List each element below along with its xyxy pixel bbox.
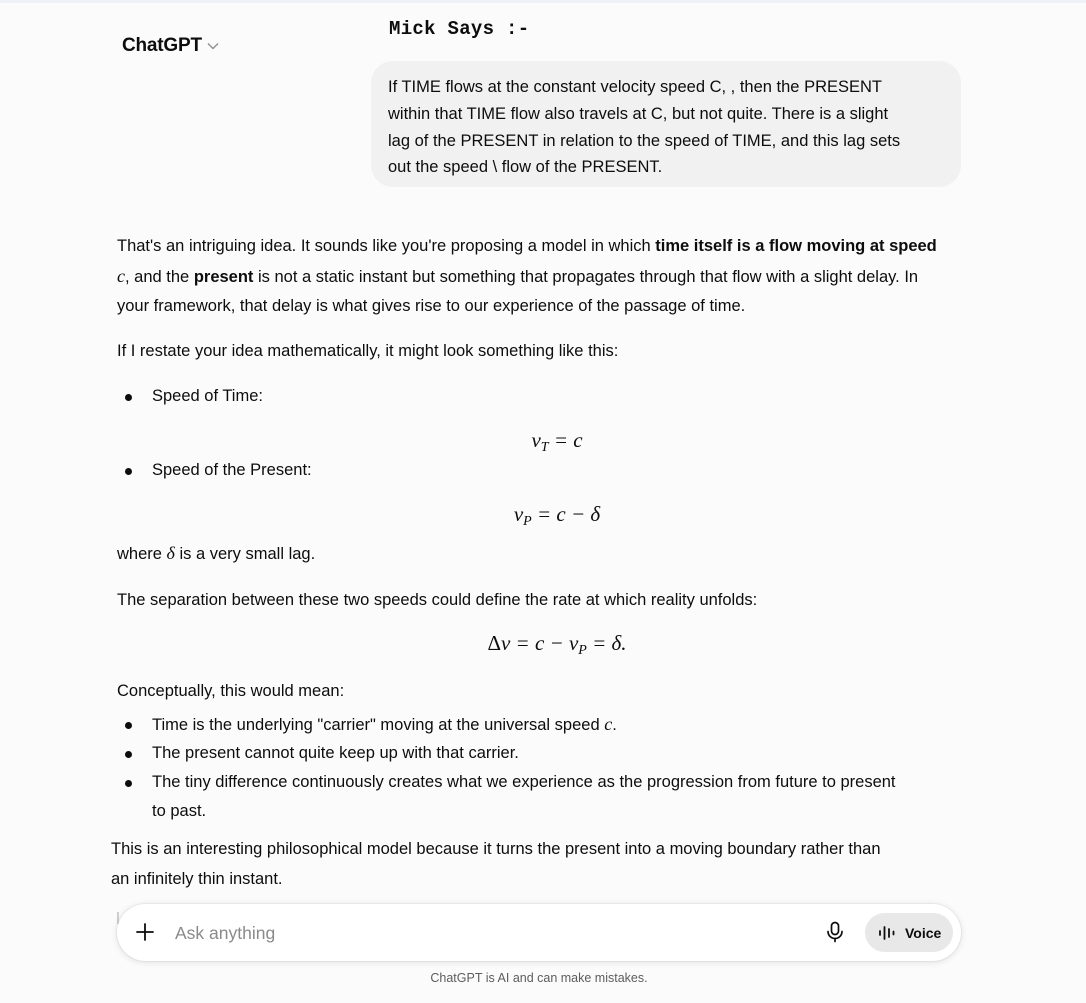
response-paragraph-intro: That's an intriguing idea. It sounds like you're proposing a model in which time itself is a flow moving at speed c, and the present is not a static instant but something that propagates through that flow with a slight delay. In your framework, that delay is what gives rise to our experience of the passage of time. — [117, 237, 937, 315]
voice-mode-button[interactable] — [865, 913, 953, 952]
bullet-dot — [125, 780, 132, 787]
response-paragraph: If I restate your idea mathematically, it might look something like this: — [117, 342, 619, 360]
microphone-icon — [823, 920, 847, 944]
list-item: Time is the underlying "carrier" moving at the universal speed c. — [152, 714, 617, 734]
user-message-line: lag of the PRESENT in relation to the speed of TIME, and this lag sets — [388, 131, 901, 150]
dictate-button[interactable] — [823, 920, 847, 944]
model-picker[interactable] — [122, 35, 219, 57]
overlay-caption: Mick Says :- — [389, 18, 530, 40]
message-input[interactable] — [173, 918, 797, 948]
user-message-line: If TIME flows at the constant velocity speed C, , then the PRESENT — [388, 78, 883, 96]
add-attachment-button[interactable] — [134, 921, 156, 943]
voice-label: Voice — [905, 924, 942, 941]
list-item: The tiny difference continuously creates what we experience as the progression from future to present to past. — [152, 773, 896, 820]
response-paragraph: The separation between these two speeds could define the rate at which reality unfolds: — [117, 591, 758, 609]
bullet-dot — [125, 722, 132, 729]
disclaimer-text: ChatGPT is AI and can make mistakes. — [430, 971, 648, 985]
list-item: The present cannot quite keep up with that carrier. — [152, 744, 519, 762]
sound-wave-icon — [878, 924, 898, 942]
plus-icon — [134, 921, 156, 943]
equation-delta-v: $\Delta v = c - v_P = \delta$. — [487, 631, 627, 658]
equation-speed-of-time: $v_T = c$ — [531, 428, 583, 455]
message-composer — [117, 904, 961, 961]
model-name: ChatGPT — [122, 35, 202, 56]
bullet-dot — [125, 394, 132, 401]
response-paragraph: where δ is a very small lag. — [117, 543, 316, 563]
top-divider — [0, 0, 1086, 3]
response-paragraph: Conceptually, this would mean: — [117, 682, 345, 700]
equation-speed-of-present: $v_P = c - \delta$ — [513, 502, 601, 529]
bullet-dot — [125, 751, 132, 758]
bullet-speed-of-time: Speed of Time: — [152, 387, 263, 405]
bullet-speed-of-present: Speed of the Present: — [152, 461, 312, 479]
user-message-bubble — [371, 61, 961, 187]
chevron-down-icon — [207, 42, 219, 50]
user-message-line: within that TIME flow also travels at C, but not quite. There is a slight — [388, 104, 889, 123]
bullet-dot — [125, 468, 132, 475]
user-message-line: out the speed \ flow of the PRESENT. — [388, 158, 663, 177]
response-paragraph-conclusion: This is an interesting philosophical model because it turns the present into a moving boundary rather than an infinitely thin instant. — [111, 840, 881, 888]
